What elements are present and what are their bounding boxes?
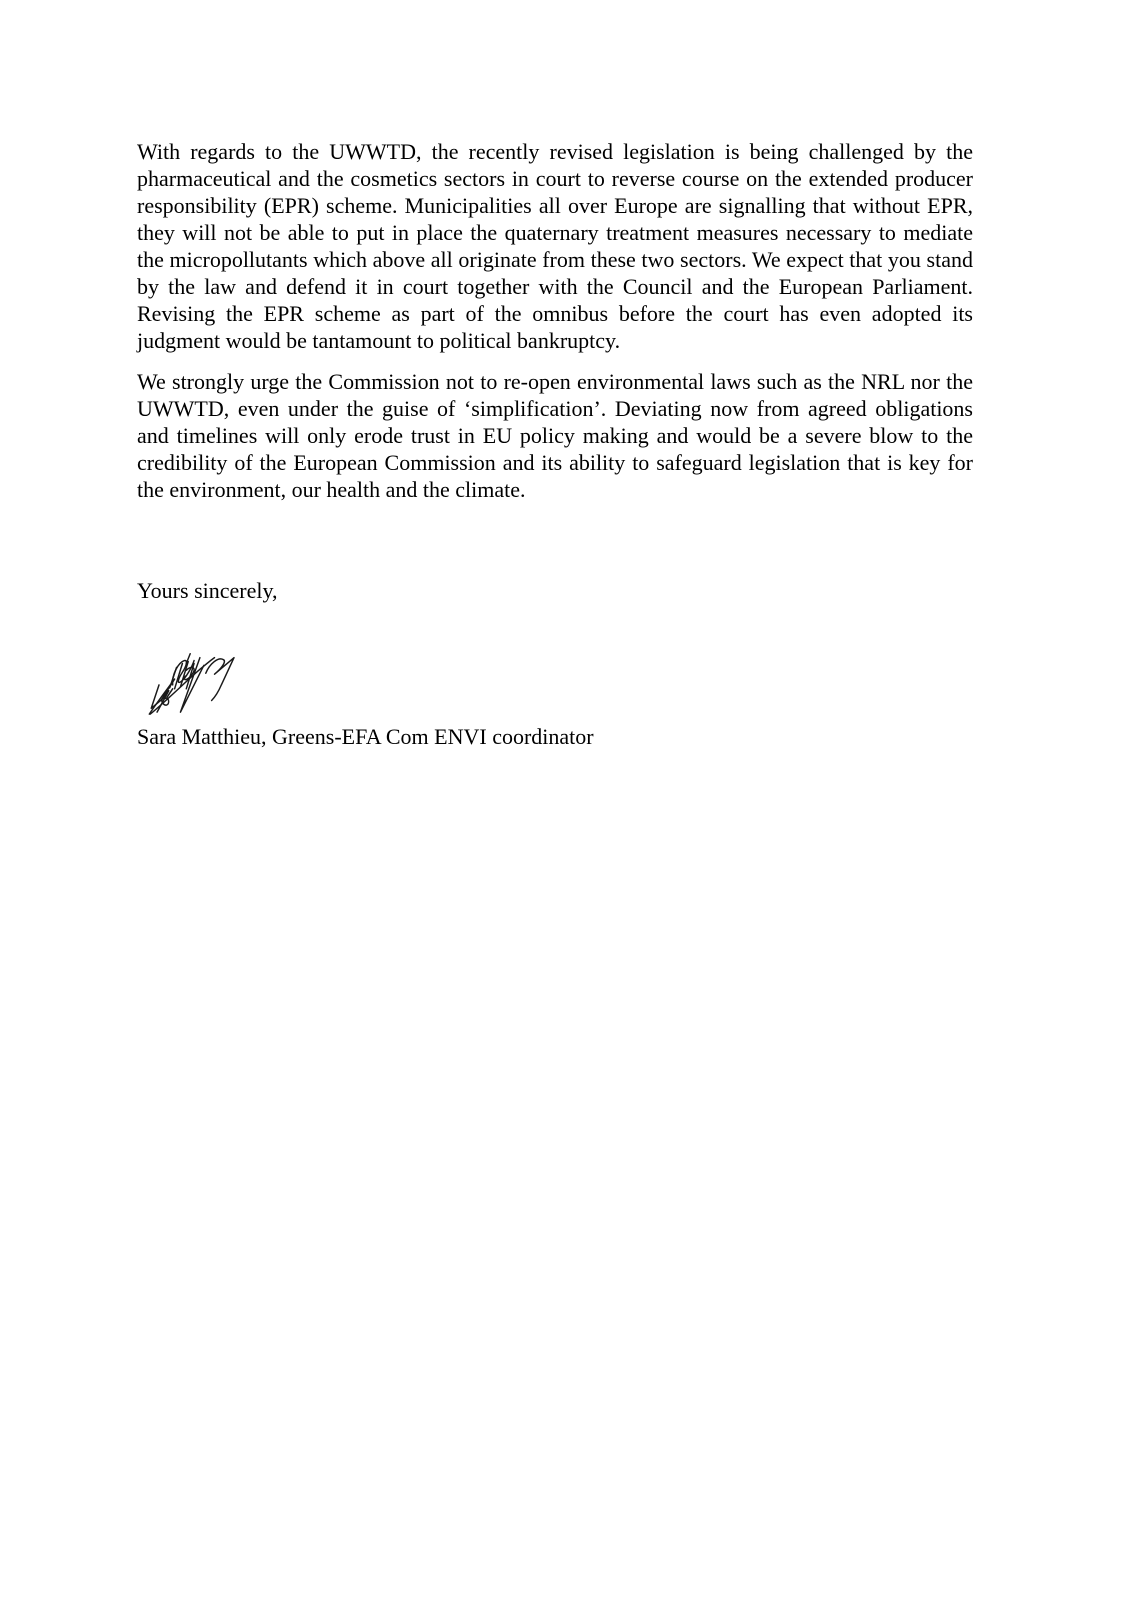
signature-name-line: Sara Matthieu, Greens-EFA Com ENVI coordinator — [137, 724, 594, 749]
paragraph-uwwtd-epr: With regards to the UWWTD, the recently revised legislation is being challenged by the pharmaceutical and the cosmetics sectors in court to reverse course on the extended producer responsibility (EPR) scheme. Municipalities all over Europe are signalling that without EPR, they will not be able to put in place the quaternary treatment measures necessary to mediate the micropollutants which above all originate from these two sectors. We expect that you stand by the law and defend it in court together with the Council and the European Parliament. Revising the EPR scheme as part of the omnibus before the court has even adopted its judgment would be tantamount to political bankruptcy. — [137, 139, 973, 353]
letter-body — [137, 138, 973, 750]
closing-salutation: Yours sincerely, — [137, 578, 278, 603]
signature-icon — [143, 644, 251, 718]
paragraph-urge-commission: We strongly urge the Commission not to re-open environmental laws such as the NRL nor the UWWTD, even under the guise of ‘simplification’. Deviating now from agreed obligations and timelines will only erode trust in EU policy making and would be a severe blow to the credibility of the European Commission and its ability to safeguard legislation that is key for the environment, our health and the climate. — [137, 369, 973, 502]
